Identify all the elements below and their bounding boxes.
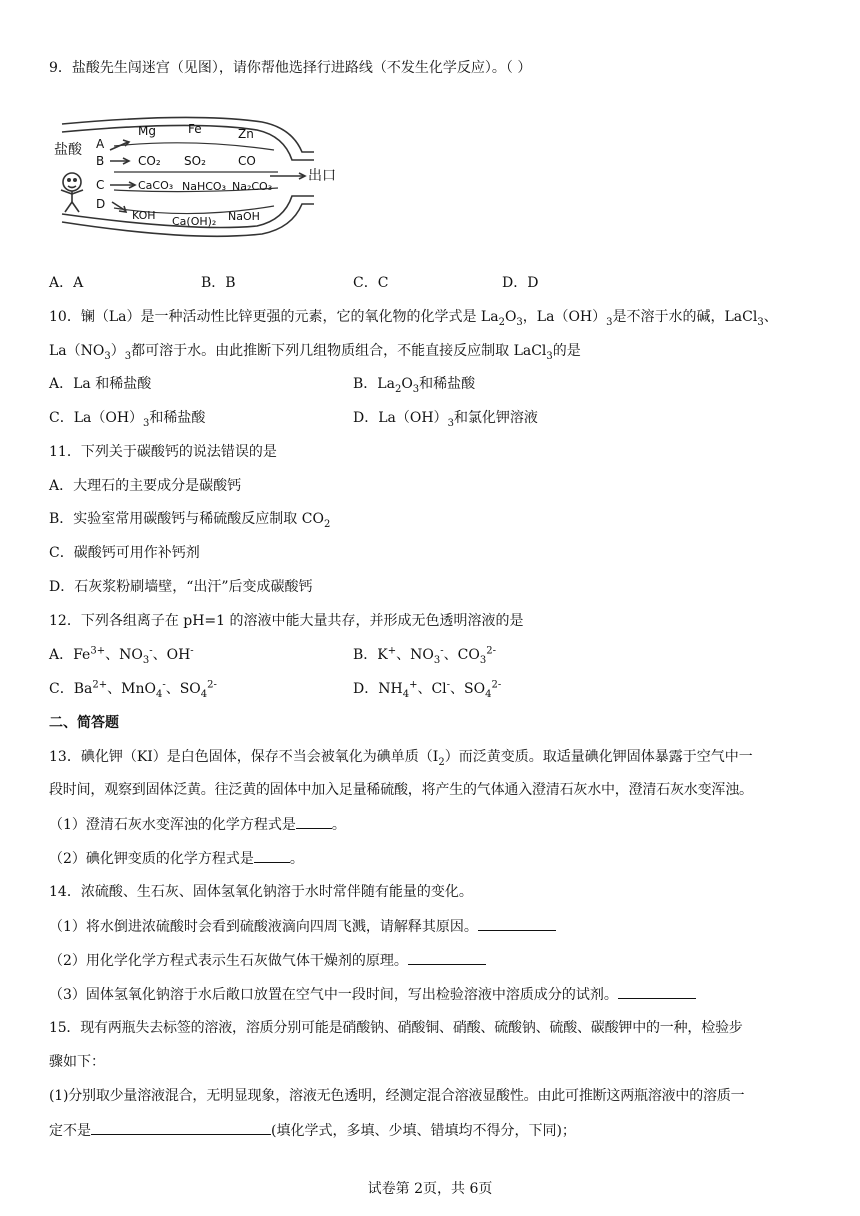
q10-option-c[interactable]: C．$La(OH)_3$和稀盐酸 [49,410,206,429]
q12-option-c[interactable]: C．$Ba^{2+}$、MnO$_4$-、$SO_4^{2-}$ [49,679,217,700]
route-c-item-3: Na₂CO₃ [232,180,273,193]
exit-label: 出口 [308,168,336,184]
q14-sub2: （2）用化学化学方程式表示生石灰做气体干燥剂的原理。 [49,950,486,971]
route-d-item-3: NaOH [228,210,260,223]
route-d-item-1: KOH [132,209,156,222]
q11-option-b[interactable]: B．实验室常用碳酸钙与稀硫酸反应制取 $CO_2$ [49,511,331,530]
q15-sub1-line1: (1)分别取少量溶液混合，无明显现象，溶液无色透明，经测定混合溶液显酸性。由此可推断这两瓶溶液中的溶质一 [49,1088,745,1104]
q15-stem-line2: 骤如下： [49,1054,105,1070]
route-b-item-1: CO₂ [138,154,161,168]
page-footer: 试卷第 2页，共 6页 [367,1181,493,1197]
q13-sub2: （2）碘化钾变质的化学方程式是 。 [49,848,304,869]
q10-stem-line1: 10．镧（La）是一种活动性比锌更强的元素，它的氧化物的化学式是 $La_2O_3$，$La(OH)_3$是不溶于水的碱，LaCl$_3$、 [49,309,778,328]
q12-stem: 12．下列各组离子在 pH=1 的溶液中能大量共存，并形成无色透明溶液的是 [49,613,524,629]
q15-stem-line1: 15．现有两瓶失去标签的溶液，溶质分别可能是硝酸钠、硝酸铜、硝酸、硫酸钠、硫酸、碳酸钾中的一种，检验步 [49,1020,743,1036]
section-heading: 二、简答题 [49,715,119,731]
route-letter-c: C [96,178,105,192]
route-b-item-2: SO₂ [184,154,206,168]
route-a-item-2: Fe [188,122,202,136]
answer-blank[interactable] [91,1120,271,1135]
route-c-item-2: NaHCO₃ [182,180,226,193]
q10-option-b[interactable]: B．$La_2O_3$和稀盐酸 [353,376,476,395]
q10-option-d[interactable]: D．$La(OH)_3$和氯化钾溶液 [353,410,538,429]
q10-stem-line2: $La(NO_3)_3$都可溶于水。由此推断下列几组物质组合，不能直接反应制取 LaCl$_3$的是 [49,343,581,362]
q13-stem-line1: 13．碘化钾（KI）是白色固体，保存不当会被氧化为碘单质$(I_2)$而泛黄变质。取适量碘化钾固体暴露于空气中一 [49,749,753,768]
person-label: 盐酸 [54,142,82,158]
route-letter-d: D [96,197,106,211]
route-a-item-3: Zn [238,127,254,141]
q10-option-a[interactable]: A．La 和稀盐酸 [49,376,152,392]
answer-blank[interactable] [296,814,332,829]
q14-sub3: （3）固体氢氧化钠溶于水后敞口放置在空气中一段时间，写出检验溶液中溶质成分的试剂。 [49,984,696,1005]
route-a-item-1: Mg [138,124,156,138]
q14-sub1: （1）将水倒进浓硫酸时会看到硫酸液滴向四周飞溅，请解释其原因。 [49,916,556,937]
q12-option-a[interactable]: A．$Fe^{3+}$、$NO_3^-$、OH- [49,645,194,666]
q11-option-a[interactable]: A．大理石的主要成分是碳酸钙 [49,478,242,494]
route-d-item-2: Ca(OH)₂ [172,215,217,228]
answer-blank[interactable] [408,950,486,965]
route-letter-a: A [96,137,105,151]
q9-stem: 9．盐酸先生闯迷宫（见图），请你帮他选择行进路线（不发生化学反应）。（ ） [49,60,532,76]
q11-stem: 11．下列关于碳酸钙的说法错误的是 [49,444,277,460]
route-b-item-3: CO [238,154,256,168]
route-letter-b: B [96,154,105,168]
q14-stem: 14．浓硫酸、生石灰、固体氢氧化钠溶于水时常伴随有能量的变化。 [49,884,473,900]
q9-option-b[interactable]: B．B [201,275,236,291]
maze-figure [52,110,336,260]
q15-sub1-line2: 定不是 (填化学式，多填、少填、错填均不得分，下同)； [49,1120,576,1141]
q11-option-c[interactable]: C．碳酸钙可用作补钙剂 [49,545,200,561]
q9-option-a[interactable]: A．A [49,275,84,291]
answer-blank[interactable] [618,984,696,999]
q12-option-b[interactable]: B．K+、$NO_3^-$、$CO_3^{2-}$ [353,645,496,666]
q9-option-c[interactable]: C．C [353,275,389,291]
q9-option-d[interactable]: D．D [502,275,539,291]
route-c-item-1: CaCO₃ [138,179,174,192]
answer-blank[interactable] [254,848,290,863]
q11-option-d[interactable]: D．石灰浆粉刷墙壁，“出汗”后变成碳酸钙 [49,579,313,595]
answer-blank[interactable] [478,916,556,931]
q13-sub1: （1）澄清石灰水变浑浊的化学方程式是 。 [49,814,346,835]
q13-stem-line2: 段时间，观察到固体泛黄。往泛黄的固体中加入足量稀硫酸，将产生的气体通入澄清石灰水中，澄清石灰水变浑浊。 [49,782,753,798]
q12-option-d[interactable]: D．$NH_4^+$、Cl-、$SO_4^{2-}$ [353,679,502,700]
